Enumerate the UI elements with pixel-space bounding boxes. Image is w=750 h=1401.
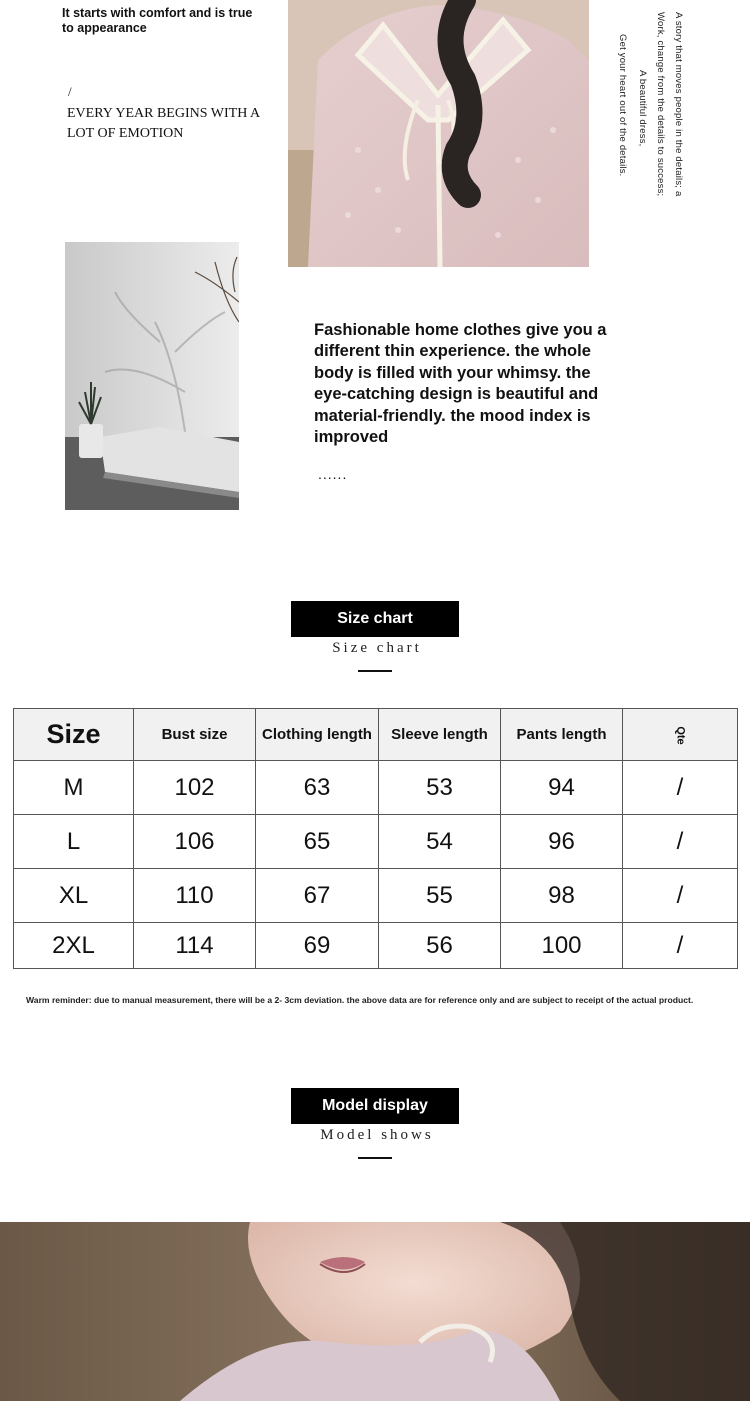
model-display-title: Model display bbox=[291, 1088, 459, 1124]
cell-clothing-length: 69 bbox=[256, 923, 379, 969]
header-size: Size bbox=[14, 709, 134, 761]
cell-qte: / bbox=[623, 923, 738, 969]
cell-pants-length: 96 bbox=[501, 815, 623, 869]
description-text: Fashionable home clothes give you a different thin experience. the whole body is filled with your whimsy. the eye-catching design is beautiful and material-friendly. the mood index is improved bbox=[314, 321, 607, 447]
intro-emotion-text: EVERY YEAR BEGINS WITH A LOT OF EMOTION bbox=[67, 106, 260, 141]
cell-sleeve-length: 53 bbox=[379, 761, 501, 815]
cell-size: L bbox=[14, 815, 134, 869]
cell-size: M bbox=[14, 761, 134, 815]
cell-pants-length: 94 bbox=[501, 761, 623, 815]
cell-clothing-length: 65 bbox=[256, 815, 379, 869]
cell-bust: 102 bbox=[134, 761, 256, 815]
cell-clothing-length: 63 bbox=[256, 761, 379, 815]
vertical-text-line-2: Work, change from the details to success; bbox=[655, 12, 666, 197]
size-chart-subtitle: Size chart bbox=[332, 640, 422, 656]
still-life-photo bbox=[65, 242, 239, 510]
cell-sleeve-length: 56 bbox=[379, 923, 501, 969]
cell-sleeve-length: 55 bbox=[379, 869, 501, 923]
vertical-text-line-3: A beautiful dress, bbox=[637, 70, 648, 147]
cell-bust: 106 bbox=[134, 815, 256, 869]
intro-tagline: It starts with comfort and is true to appearance bbox=[62, 6, 253, 35]
header-bust-size: Bust size bbox=[134, 709, 256, 761]
cell-pants-length: 100 bbox=[501, 923, 623, 969]
table-row bbox=[14, 923, 738, 969]
cell-bust: 110 bbox=[134, 869, 256, 923]
cell-size: XL bbox=[14, 869, 134, 923]
model-photo bbox=[0, 1222, 750, 1401]
intro-slash: / bbox=[68, 84, 72, 99]
pajama-closeup-photo bbox=[288, 0, 589, 267]
cell-sleeve-length: 54 bbox=[379, 815, 501, 869]
vertical-text-line-4: Get your heart out of the details. bbox=[617, 34, 628, 177]
warm-reminder-text: Warm reminder: due to manual measurement, there will be a 2- 3cm deviation. the above data are for reference only and are subject to receipt of the actual product. bbox=[26, 995, 694, 1005]
cell-qte: / bbox=[623, 761, 738, 815]
table-row bbox=[14, 815, 738, 869]
table-row bbox=[14, 761, 738, 815]
vertical-text-line-1: A story that moves people in the details; a bbox=[673, 12, 684, 197]
description-ellipsis: ...... bbox=[318, 466, 348, 482]
header-pants-length: Pants length bbox=[501, 709, 623, 761]
cell-pants-length: 98 bbox=[501, 869, 623, 923]
header-clothing-length: Clothing length bbox=[256, 709, 379, 761]
cell-bust: 114 bbox=[134, 923, 256, 969]
cell-qte: / bbox=[623, 815, 738, 869]
cell-size: 2XL bbox=[14, 923, 134, 969]
table-row bbox=[14, 869, 738, 923]
size-table bbox=[13, 708, 738, 969]
size-chart-divider bbox=[358, 670, 392, 672]
model-display-divider bbox=[358, 1157, 392, 1159]
cell-clothing-length: 67 bbox=[256, 869, 379, 923]
model-display-subtitle: Model shows bbox=[320, 1127, 434, 1143]
size-chart-title: Size chart bbox=[291, 601, 459, 637]
cell-qte: / bbox=[623, 869, 738, 923]
size-table-header-row bbox=[14, 709, 738, 761]
header-sleeve-length: Sleeve length bbox=[379, 709, 501, 761]
header-qte: Qte bbox=[623, 709, 738, 761]
